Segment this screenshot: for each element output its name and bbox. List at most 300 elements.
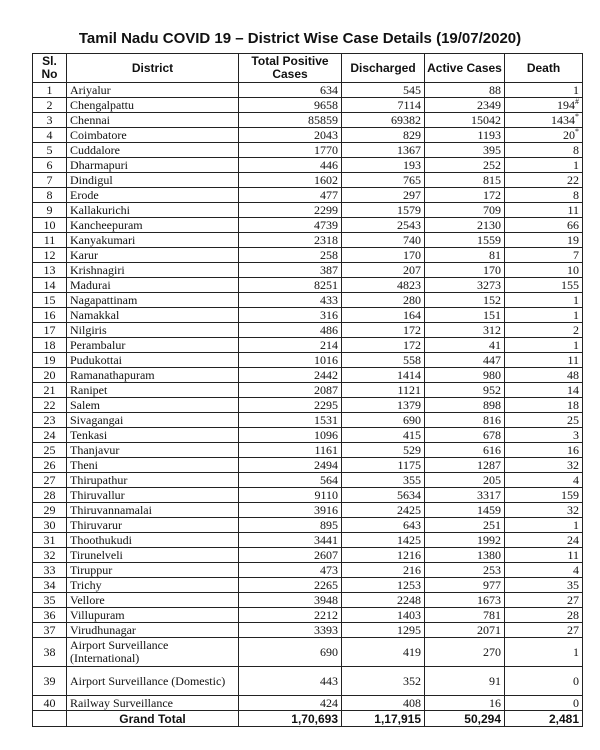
row-sl-number-value: 24 xyxy=(43,428,56,442)
table-row xyxy=(33,623,583,638)
table-row xyxy=(33,323,583,338)
row-active-cases-value: 41 xyxy=(489,338,501,352)
row-death xyxy=(505,113,583,128)
row-discharged xyxy=(342,278,425,293)
row-death-value: 3 xyxy=(573,428,579,442)
row-district-name-value: Chengalpattu xyxy=(70,98,134,112)
row-discharged-value: 172 xyxy=(403,338,421,352)
row-sl-number-value: 22 xyxy=(43,398,56,412)
row-sl-number-value: 7 xyxy=(46,173,53,187)
row-total-positive xyxy=(239,667,342,696)
row-sl-number-value: 16 xyxy=(43,308,56,322)
row-total-positive-value: 3441 xyxy=(314,533,338,547)
row-death-value: 11 xyxy=(567,353,579,367)
row-death xyxy=(505,638,583,667)
row-district-name-value: Karur xyxy=(70,248,98,262)
row-discharged xyxy=(342,608,425,623)
row-death xyxy=(505,428,583,443)
table-row xyxy=(33,158,583,173)
row-total-positive-value: 1602 xyxy=(314,173,338,187)
row-death xyxy=(505,548,583,563)
row-discharged xyxy=(342,353,425,368)
row-active-cases xyxy=(425,128,505,143)
row-sl-number xyxy=(33,608,67,623)
row-discharged-value: 1295 xyxy=(397,623,421,637)
row-total-positive-value: 3948 xyxy=(314,593,338,607)
row-district-name xyxy=(67,473,239,488)
row-district-name xyxy=(67,696,239,711)
row-total-positive-value: 1770 xyxy=(314,143,338,157)
row-total-positive-value: 85859 xyxy=(308,113,338,127)
row-active-cases-value: 172 xyxy=(483,188,501,202)
row-active-cases xyxy=(425,353,505,368)
row-discharged-value: 690 xyxy=(403,413,421,427)
death-footnote-mark: * xyxy=(575,112,579,121)
row-total-positive-value: 1161 xyxy=(314,443,338,457)
row-death-value: 11 xyxy=(567,548,579,562)
row-district-name xyxy=(67,98,239,113)
row-death xyxy=(505,218,583,233)
row-death-value: 7 xyxy=(573,248,579,262)
row-death-value: 1 xyxy=(573,308,579,322)
table-row xyxy=(33,308,583,323)
table-row xyxy=(33,368,583,383)
row-district-name xyxy=(67,323,239,338)
row-total-positive xyxy=(239,248,342,263)
row-total-positive xyxy=(239,113,342,128)
row-total-positive xyxy=(239,308,342,323)
row-sl-number-value: 4 xyxy=(46,128,53,142)
row-active-cases-value: 170 xyxy=(483,263,501,277)
row-discharged xyxy=(342,413,425,428)
row-district-name-value: Airport Surveillance (International) xyxy=(70,638,169,665)
row-active-cases xyxy=(425,623,505,638)
row-discharged-value: 529 xyxy=(403,443,421,457)
row-total-positive xyxy=(239,368,342,383)
row-death xyxy=(505,563,583,578)
row-discharged xyxy=(342,428,425,443)
row-sl-number-value: 29 xyxy=(43,503,56,517)
row-active-cases-value: 898 xyxy=(483,398,501,412)
district-cases-table xyxy=(32,53,583,727)
row-active-cases-value: 205 xyxy=(483,473,501,487)
row-death-value: 32 xyxy=(567,458,579,472)
row-discharged-value: 1367 xyxy=(397,143,421,157)
row-death xyxy=(505,608,583,623)
row-district-name xyxy=(67,398,239,413)
row-death xyxy=(505,533,583,548)
row-district-name xyxy=(67,563,239,578)
row-discharged xyxy=(342,173,425,188)
row-death xyxy=(505,458,583,473)
table-row xyxy=(33,458,583,473)
row-district-name xyxy=(67,413,239,428)
row-discharged-value: 2543 xyxy=(397,218,421,232)
row-death xyxy=(505,263,583,278)
row-district-name xyxy=(67,667,239,696)
row-death xyxy=(505,188,583,203)
table-row xyxy=(33,413,583,428)
total-discharged: 1,17,915 xyxy=(342,711,425,727)
row-active-cases xyxy=(425,383,505,398)
row-discharged-value: 1403 xyxy=(397,608,421,622)
row-total-positive-value: 2442 xyxy=(314,368,338,382)
row-total-positive xyxy=(239,323,342,338)
row-active-cases-value: 81 xyxy=(489,248,501,262)
row-active-cases-value: 151 xyxy=(483,308,501,322)
row-district-name xyxy=(67,233,239,248)
row-death xyxy=(505,128,583,143)
grand-total-label: Grand Total xyxy=(67,711,239,727)
row-total-positive xyxy=(239,503,342,518)
row-total-positive xyxy=(239,188,342,203)
row-total-positive xyxy=(239,443,342,458)
row-district-name xyxy=(67,593,239,608)
row-total-positive xyxy=(239,263,342,278)
row-active-cases-value: 152 xyxy=(483,293,501,307)
row-total-positive xyxy=(239,518,342,533)
row-total-positive xyxy=(239,203,342,218)
row-active-cases xyxy=(425,83,505,98)
row-active-cases xyxy=(425,696,505,711)
row-death-value: 4 xyxy=(573,563,579,577)
row-total-positive-value: 2265 xyxy=(314,578,338,592)
row-death-value: 25 xyxy=(567,413,579,427)
row-sl-number xyxy=(33,323,67,338)
row-discharged-value: 216 xyxy=(403,563,421,577)
table-row xyxy=(33,353,583,368)
row-sl-number-value: 18 xyxy=(43,338,56,352)
row-death-value: 27 xyxy=(567,623,579,637)
row-sl-number xyxy=(33,173,67,188)
row-discharged xyxy=(342,83,425,98)
table-row xyxy=(33,488,583,503)
row-active-cases xyxy=(425,578,505,593)
row-total-positive xyxy=(239,488,342,503)
row-active-cases xyxy=(425,158,505,173)
row-district-name-value: Tiruppur xyxy=(70,563,113,577)
row-total-positive-value: 2318 xyxy=(314,233,338,247)
row-active-cases xyxy=(425,458,505,473)
table-row xyxy=(33,263,583,278)
row-active-cases xyxy=(425,667,505,696)
table-row xyxy=(33,188,583,203)
row-total-positive-value: 433 xyxy=(320,293,338,307)
row-total-positive xyxy=(239,293,342,308)
row-sl-number xyxy=(33,667,67,696)
row-total-positive-value: 446 xyxy=(320,158,338,172)
row-death-value: 155 xyxy=(561,278,579,292)
row-death xyxy=(505,696,583,711)
row-active-cases-value: 1992 xyxy=(477,533,501,547)
row-total-positive-value: 634 xyxy=(320,83,338,97)
row-death-value: 2 xyxy=(573,323,579,337)
col-header-death: Death xyxy=(505,54,583,83)
row-discharged-value: 172 xyxy=(403,323,421,337)
row-active-cases-value: 16 xyxy=(489,696,501,710)
row-active-cases-value: 980 xyxy=(483,368,501,382)
row-district-name-value: Erode xyxy=(70,188,99,202)
row-active-cases xyxy=(425,188,505,203)
row-discharged-value: 4823 xyxy=(397,278,421,292)
row-death xyxy=(505,323,583,338)
row-death-value: 22 xyxy=(567,173,579,187)
table-row xyxy=(33,338,583,353)
row-active-cases xyxy=(425,503,505,518)
row-discharged-value: 408 xyxy=(403,696,421,710)
row-district-name xyxy=(67,278,239,293)
row-active-cases xyxy=(425,98,505,113)
table-row xyxy=(33,83,583,98)
row-active-cases xyxy=(425,308,505,323)
row-active-cases-value: 815 xyxy=(483,173,501,187)
row-total-positive xyxy=(239,413,342,428)
table-row xyxy=(33,667,583,696)
row-sl-number-value: 28 xyxy=(43,488,56,502)
row-total-positive xyxy=(239,473,342,488)
row-active-cases xyxy=(425,563,505,578)
row-sl-number xyxy=(33,548,67,563)
row-total-positive-value: 3916 xyxy=(314,503,338,517)
row-total-positive-value: 2494 xyxy=(314,458,338,472)
row-discharged-value: 2248 xyxy=(397,593,421,607)
row-sl-number xyxy=(33,218,67,233)
row-discharged xyxy=(342,548,425,563)
table-row xyxy=(33,233,583,248)
row-discharged xyxy=(342,503,425,518)
row-district-name xyxy=(67,428,239,443)
row-district-name xyxy=(67,638,239,667)
row-discharged-value: 415 xyxy=(403,428,421,442)
row-district-name xyxy=(67,368,239,383)
row-active-cases-value: 1459 xyxy=(477,503,501,517)
row-discharged-value: 1216 xyxy=(397,548,421,562)
row-district-name xyxy=(67,623,239,638)
row-active-cases xyxy=(425,293,505,308)
row-active-cases-value: 395 xyxy=(483,143,501,157)
row-sl-number-value: 10 xyxy=(43,218,56,232)
table-row xyxy=(33,98,583,113)
row-death xyxy=(505,308,583,323)
row-district-name xyxy=(67,608,239,623)
row-active-cases-value: 977 xyxy=(483,578,501,592)
row-sl-number-value: 13 xyxy=(43,263,56,277)
row-total-positive xyxy=(239,608,342,623)
row-active-cases xyxy=(425,638,505,667)
row-district-name xyxy=(67,578,239,593)
row-death-value: 16 xyxy=(567,443,579,457)
row-total-positive xyxy=(239,128,342,143)
row-sl-number xyxy=(33,578,67,593)
row-sl-number-value: 37 xyxy=(43,623,56,637)
row-district-name xyxy=(67,173,239,188)
row-district-name-value: Thiruvarur xyxy=(70,518,122,532)
row-sl-number xyxy=(33,308,67,323)
row-discharged xyxy=(342,188,425,203)
row-district-name xyxy=(67,548,239,563)
row-death-value: 0 xyxy=(573,673,579,688)
table-row xyxy=(33,533,583,548)
row-active-cases xyxy=(425,398,505,413)
row-active-cases xyxy=(425,278,505,293)
row-sl-number-value: 23 xyxy=(43,413,56,427)
row-total-positive xyxy=(239,696,342,711)
row-active-cases-value: 252 xyxy=(483,158,501,172)
row-total-positive-value: 443 xyxy=(320,673,338,688)
row-death xyxy=(505,383,583,398)
row-sl-number-value: 14 xyxy=(43,278,56,292)
row-district-name-value: Thoothukudi xyxy=(70,533,132,547)
row-death-value: 1434 xyxy=(551,113,575,127)
row-discharged-value: 69382 xyxy=(391,113,421,127)
row-death xyxy=(505,278,583,293)
row-total-positive xyxy=(239,638,342,667)
row-total-positive-value: 564 xyxy=(320,473,338,487)
table-row xyxy=(33,473,583,488)
row-district-name xyxy=(67,308,239,323)
row-district-name xyxy=(67,338,239,353)
row-total-positive-value: 2295 xyxy=(314,398,338,412)
row-discharged-value: 1253 xyxy=(397,578,421,592)
row-sl-number-value: 21 xyxy=(43,383,56,397)
row-active-cases xyxy=(425,413,505,428)
row-sl-number xyxy=(33,458,67,473)
row-death-value: 66 xyxy=(567,218,579,232)
row-death-value: 0 xyxy=(573,696,579,710)
row-discharged xyxy=(342,623,425,638)
row-discharged xyxy=(342,473,425,488)
row-death-value: 8 xyxy=(573,188,579,202)
row-total-positive-value: 2043 xyxy=(314,128,338,142)
row-active-cases-value: 2130 xyxy=(477,218,501,232)
row-discharged-value: 829 xyxy=(403,128,421,142)
row-death xyxy=(505,398,583,413)
row-discharged-value: 207 xyxy=(403,263,421,277)
row-discharged xyxy=(342,113,425,128)
row-district-name-value: Airport Surveillance (Domestic) xyxy=(70,673,226,688)
row-total-positive xyxy=(239,593,342,608)
row-active-cases xyxy=(425,338,505,353)
row-discharged xyxy=(342,638,425,667)
row-death-value: 11 xyxy=(567,203,579,217)
table-row xyxy=(33,443,583,458)
row-district-name-value: Tirunelveli xyxy=(70,548,123,562)
row-sl-number-value: 8 xyxy=(46,188,53,202)
row-sl-number xyxy=(33,278,67,293)
row-district-name-value: Ariyalur xyxy=(70,83,111,97)
row-discharged-value: 1121 xyxy=(397,383,421,397)
row-total-positive xyxy=(239,623,342,638)
row-total-positive xyxy=(239,83,342,98)
row-discharged xyxy=(342,323,425,338)
row-total-positive xyxy=(239,338,342,353)
row-sl-number-value: 34 xyxy=(43,578,56,592)
row-sl-number xyxy=(33,233,67,248)
row-death-value: 159 xyxy=(561,488,579,502)
row-discharged-value: 545 xyxy=(403,83,421,97)
death-footnote-mark: # xyxy=(575,97,579,106)
row-sl-number xyxy=(33,368,67,383)
row-sl-number-value: 6 xyxy=(46,158,53,172)
row-sl-number-value: 15 xyxy=(43,293,56,307)
table-row xyxy=(33,608,583,623)
row-district-name-value: Dharmapuri xyxy=(70,158,128,172)
row-discharged-value: 1414 xyxy=(397,368,421,382)
row-district-name xyxy=(67,218,239,233)
row-discharged xyxy=(342,98,425,113)
row-sl-number-value: 35 xyxy=(43,593,56,607)
row-total-positive-value: 2299 xyxy=(314,203,338,217)
row-district-name xyxy=(67,158,239,173)
row-total-positive-value: 9658 xyxy=(314,98,338,112)
row-discharged-value: 352 xyxy=(403,673,421,688)
row-district-name xyxy=(67,83,239,98)
col-header-sl: Sl. No xyxy=(33,54,67,83)
row-total-positive-value: 473 xyxy=(320,563,338,577)
row-discharged-value: 765 xyxy=(403,173,421,187)
row-death-value: 194 xyxy=(557,98,575,112)
row-total-positive xyxy=(239,548,342,563)
row-total-positive-value: 4739 xyxy=(314,218,338,232)
row-sl-number xyxy=(33,563,67,578)
row-sl-number xyxy=(33,413,67,428)
row-total-positive xyxy=(239,353,342,368)
row-total-positive xyxy=(239,563,342,578)
row-total-positive-value: 2212 xyxy=(314,608,338,622)
table-row xyxy=(33,578,583,593)
row-discharged xyxy=(342,578,425,593)
table-row xyxy=(33,428,583,443)
table-row xyxy=(33,293,583,308)
row-district-name-value: Perambalur xyxy=(70,338,126,352)
table-row xyxy=(33,113,583,128)
row-sl-number-value: 19 xyxy=(43,353,56,367)
row-death xyxy=(505,488,583,503)
row-death-value: 4 xyxy=(573,473,579,487)
row-active-cases-value: 1380 xyxy=(477,548,501,562)
total-sl-cell xyxy=(33,711,67,727)
row-discharged-value: 1425 xyxy=(397,533,421,547)
row-district-name-value: Chennai xyxy=(70,113,110,127)
row-sl-number-value: 1 xyxy=(46,83,53,97)
row-total-positive-value: 1531 xyxy=(314,413,338,427)
row-active-cases-value: 251 xyxy=(483,518,501,532)
row-sl-number xyxy=(33,98,67,113)
row-total-positive xyxy=(239,173,342,188)
row-district-name xyxy=(67,533,239,548)
row-active-cases xyxy=(425,368,505,383)
row-total-positive-value: 3393 xyxy=(314,623,338,637)
row-death-value: 27 xyxy=(567,593,579,607)
row-district-name-value: Dindigul xyxy=(70,173,113,187)
row-death xyxy=(505,593,583,608)
row-district-name xyxy=(67,188,239,203)
row-district-name xyxy=(67,113,239,128)
row-district-name-value: Thanjavur xyxy=(70,443,120,457)
row-sl-number xyxy=(33,533,67,548)
row-district-name-value: Thirupathur xyxy=(70,473,128,487)
row-active-cases-value: 1559 xyxy=(477,233,501,247)
row-discharged-value: 2425 xyxy=(397,503,421,517)
row-active-cases xyxy=(425,608,505,623)
row-active-cases xyxy=(425,533,505,548)
row-discharged xyxy=(342,488,425,503)
row-total-positive xyxy=(239,428,342,443)
row-active-cases xyxy=(425,143,505,158)
row-district-name-value: Salem xyxy=(70,398,100,412)
row-total-positive-value: 690 xyxy=(320,644,338,659)
row-active-cases-value: 616 xyxy=(483,443,501,457)
